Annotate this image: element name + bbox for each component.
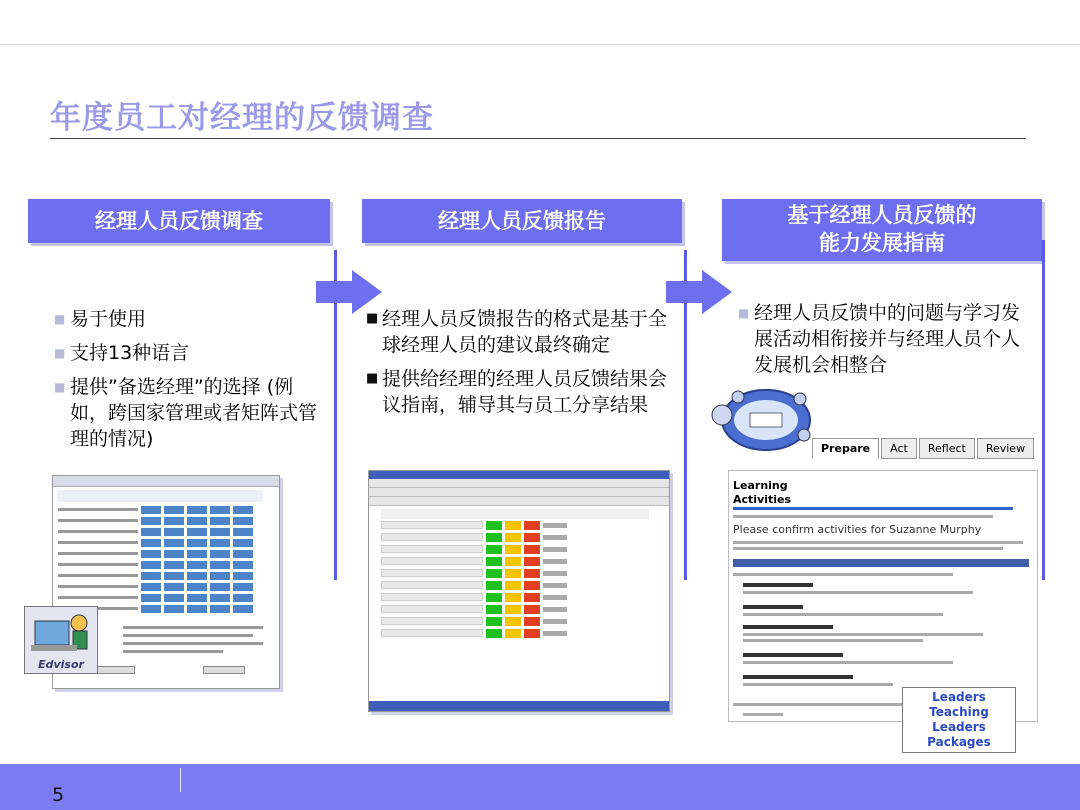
edvisor-label: Edvisor [38,658,84,671]
title-rule [50,138,1026,139]
leaders-teaching-label: Leaders Teaching [929,690,989,719]
column-header-guide-line2: 能力发展指南 [819,231,945,255]
column-header-report-label: 经理人员反馈报告 [438,209,606,233]
page-title: 年度员工对经理的反馈调查 [50,100,434,136]
report-sheet [381,521,649,681]
column-header-guide-line1: 基于经理人员反馈的 [787,203,977,227]
list-item: ■ 经理人员反馈中的问题与学习发展活动相衔接并与经理人员个人发展机会相整合 [738,302,1021,376]
form-header [57,490,263,502]
window-titlebar [53,476,279,487]
tab-prepare[interactable]: Prepare [812,438,879,459]
window-titlebar [369,471,669,479]
list-item: ■ 支持13种语言 [54,342,190,364]
report-bullet-list [364,306,680,426]
list-item: ■ 易于使用 [54,308,147,330]
tab-review[interactable]: Review [977,438,1034,459]
menu-bar [369,479,669,488]
top-divider [0,44,1080,45]
toolbar [369,488,669,497]
list-item: ■ 提供给经理的经理人员反馈结果会议指南，辅导其与员工分享结果 [366,368,668,416]
person-at-computer-icon [25,607,97,657]
leaders-packages-label: Leaders Packages [927,720,991,749]
footer-divider [180,768,181,792]
survey-grid [58,506,270,616]
survey-bullet-list [52,306,322,460]
formula-bar [369,497,669,506]
guide-bullet-list [736,300,1028,386]
tab-reflect[interactable]: Reflect [919,438,975,459]
leaders-packages-box[interactable] [902,687,1016,753]
feedback-report-screenshot [368,470,670,712]
confirm-prompt: Please confirm activities for Suzanne Murphy [733,523,982,536]
page-number: 5 [52,784,65,806]
activity-tabs [812,438,1036,459]
column-header-report [362,199,682,243]
activities-table-header [733,559,1029,567]
column-header-guide [722,199,1042,261]
edvisor-logo [24,606,98,674]
column-header-survey [28,199,330,243]
column-divider-3 [1042,240,1045,580]
column-header-survey-label: 经理人员反馈调查 [95,209,263,233]
tab-act[interactable]: Act [881,438,917,459]
learning-activities-screenshot [728,470,1038,722]
panel-title: Learning Activities [733,479,792,506]
globe-cycle-icon [708,385,813,455]
footer-bar [0,764,1080,810]
list-item: ■ 经理人员反馈报告的格式是基于全球经理人员的建议最终确定 [366,308,668,356]
list-item: ■ 提供”备选经理”的选择 (例如，跨国家管理或者矩阵式管理的情况) [54,376,318,450]
